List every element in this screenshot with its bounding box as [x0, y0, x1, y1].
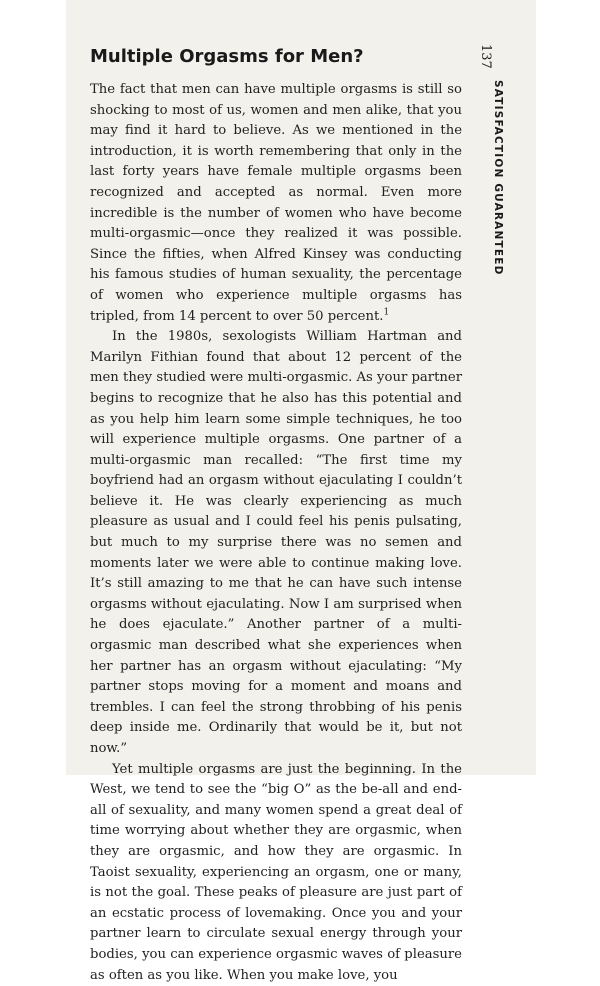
section-heading: Multiple Orgasms for Men?	[90, 46, 364, 67]
footnote-marker: 1	[383, 307, 390, 318]
paragraph-text: The fact that men can have multiple orgasms is still so shocking to most of us, women and men alike, that you may find it hard to believe. As we mentioned in the introduction, it is worth remembering that only in the last forty years have female multiple orgasms been recognized and accepted as normal. Even more incredible is the number of women who have become multi-orgasmic—once they realized it was possible. Since the fifties, when Alfred Kinsey was conducting his famous studies of human sexuality, the percentage of women who experience multiple orgasms has tripled, from 14 percent to over 50 percent.	[90, 82, 462, 324]
paragraph	[90, 80, 462, 327]
body-text	[90, 80, 462, 986]
paragraph: In the 1980s, sexologists William Hartman and Marilyn Fithian found that about 12 percent of the men they studied were multi-orgasmic. As your partner begins to recognize that he also has this potential and as you help him learn some simple techniques, he too will experience multiple orgasms. One partner of a multi-orgasmic man recalled: “The first time my boyfriend had an orgasm without ejaculating I couldn’t believe it. He was clearly experiencing as much pleasure as usual and I could feel his penis pulsating, but much to my surprise there was no semen and moments later we were able to continue making love. It’s still amazing to me that he can have such intense orgasms without ejaculating. Now I am surprised when he does ejaculate.” Another partner of a multi-orgasmic man described what she experiences when her partner has an orgasm without ejaculating: “My partner stops moving for a moment and moans and trembles. I can feel the strong throbbing of his penis deep inside me. Ordinarily that would be it, but not now.”	[90, 329, 462, 756]
paragraph: Yet multiple orgasms are just the beginning. In the West, we tend to see the “big O” as the be-all and end-all of sexuality, and many women spend a great deal of time worrying about whether they are orgasmic, when they are orgasmic, and how they are orgasmic. In Taoist sexuality, experiencing an orgasm, one or many, is not the goal. These peaks of pleasure are just part of an ecstatic process of lovemaking. Once you and your partner learn to circulate sexual energy through your bodies, you can experience orgasmic waves of pleasure as often as you like. When you make love, you	[90, 761, 462, 983]
running-head: SATISFACTION GUARANTEED	[492, 80, 504, 276]
page-number: 137	[478, 44, 493, 69]
